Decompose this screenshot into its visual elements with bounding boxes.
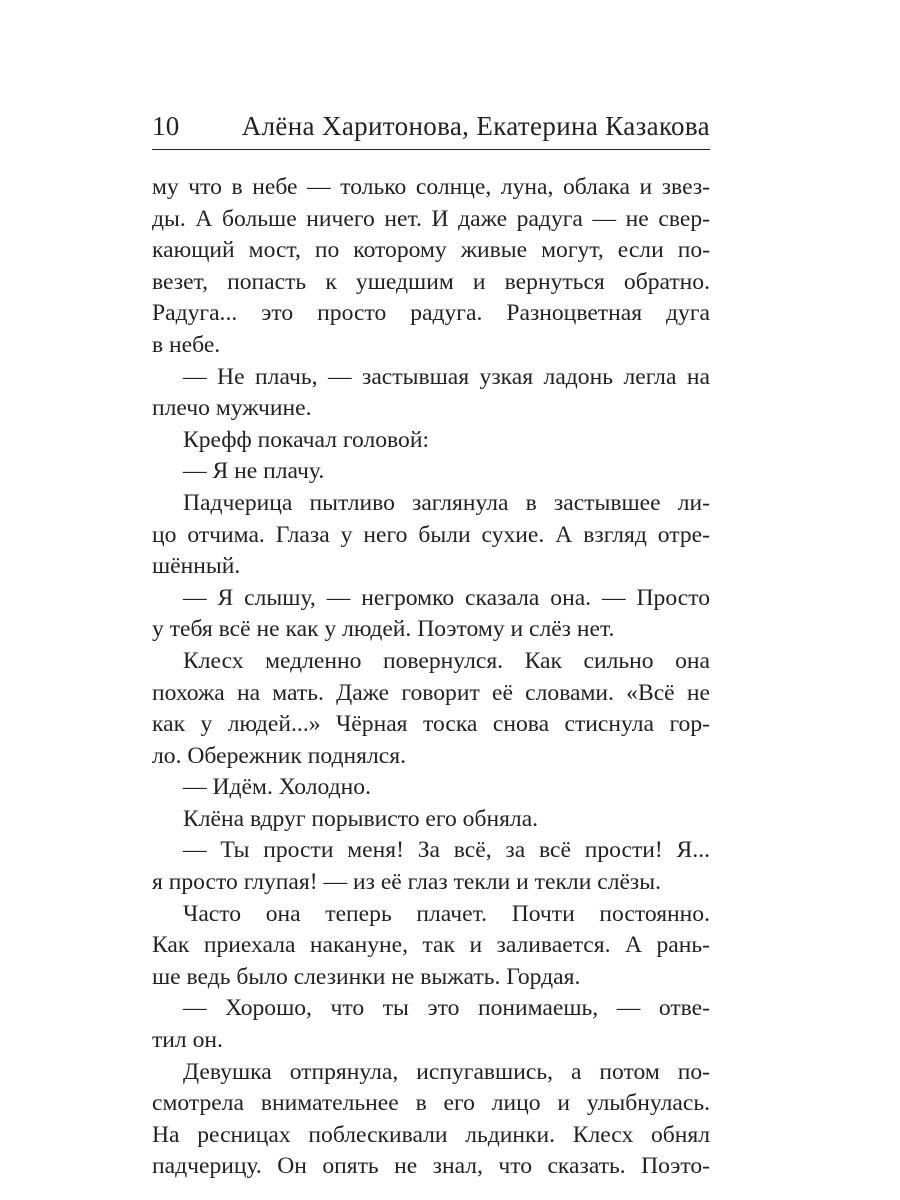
text-line: плечо мужчине.	[152, 395, 312, 422]
text-line: Клёна вдруг порывисто его обняла.	[183, 805, 539, 832]
text-line: — Хорошо, что ты это понимаешь, — отве-	[183, 995, 710, 1022]
text-line: шённый.	[152, 553, 241, 580]
body-text	[152, 172, 710, 1183]
text-line: Часто она теперь плачет. Почти постоянно.	[183, 900, 710, 927]
text-line: ше ведь было слезинки не выжать. Гордая.	[152, 963, 581, 990]
page-number: 10	[152, 111, 180, 141]
text-line: как у людей...» Чёрная тоска снова стиснула гор-	[152, 711, 710, 738]
text-line: Падчерица пытливо заглянула в застывшее ли-	[183, 489, 710, 516]
text-line: везет, попасть к ушедшим и вернуться обратно.	[152, 268, 710, 295]
text-line: похожа на мать. Даже говорит её словами. «Всё не	[152, 679, 710, 706]
text-line: — Не плачь, — застывшая узкая ладонь легла на	[183, 363, 710, 390]
text-line: Девушка отпрянула, испугавшись, а потом по-	[183, 1058, 710, 1085]
text-line: тил он.	[152, 1027, 223, 1054]
text-line: — Ты прости меня! За всё, за всё прости! Я...	[183, 837, 710, 864]
text-line: смотрела внимательнее в его лицо и улыбнулась.	[152, 1090, 710, 1117]
text-line: у тебя всё не как у людей. Поэтому и слёз нет.	[152, 616, 615, 643]
text-line: Радуга... это просто радуга. Разноцветная дуга	[152, 300, 710, 327]
running-header	[152, 108, 710, 150]
text-line: — Я не плачу.	[183, 458, 325, 485]
text-line: — Я слышу, — негромко сказала она. — Просто	[183, 584, 710, 611]
text-line: му что в небе — только солнце, луна, облака и звез-	[152, 174, 710, 200]
text-line: ды. А больше ничего нет. И даже радуга — не свер-	[152, 205, 710, 232]
text-line: Как приехала накануне, так и заливается. А рань-	[152, 932, 710, 959]
text-line: На ресницах поблескивали льдинки. Клесх обнял	[152, 1121, 710, 1148]
text-line: ло. Обережник поднялся.	[152, 742, 406, 769]
text-line: — Идём. Холодно.	[183, 774, 371, 801]
text-line: Крефф покачал головой:	[183, 426, 430, 453]
header-authors: Алёна Харитонова, Екатерина Казакова	[241, 111, 710, 141]
text-line: Клесх медленно повернулся. Как сильно она	[183, 647, 710, 674]
text-line: в небе.	[152, 331, 221, 358]
text-line: я просто глупая! — из её глаз текли и текли слёзы.	[152, 869, 662, 896]
text-line: цо отчима. Глаза у него были сухие. А взгляд отре-	[152, 521, 710, 548]
text-line: кающий мост, по которому живые могут, если по-	[152, 237, 710, 264]
text-line: падчерицу. Он опять не знал, что сказать. Поэто-	[152, 1153, 710, 1180]
